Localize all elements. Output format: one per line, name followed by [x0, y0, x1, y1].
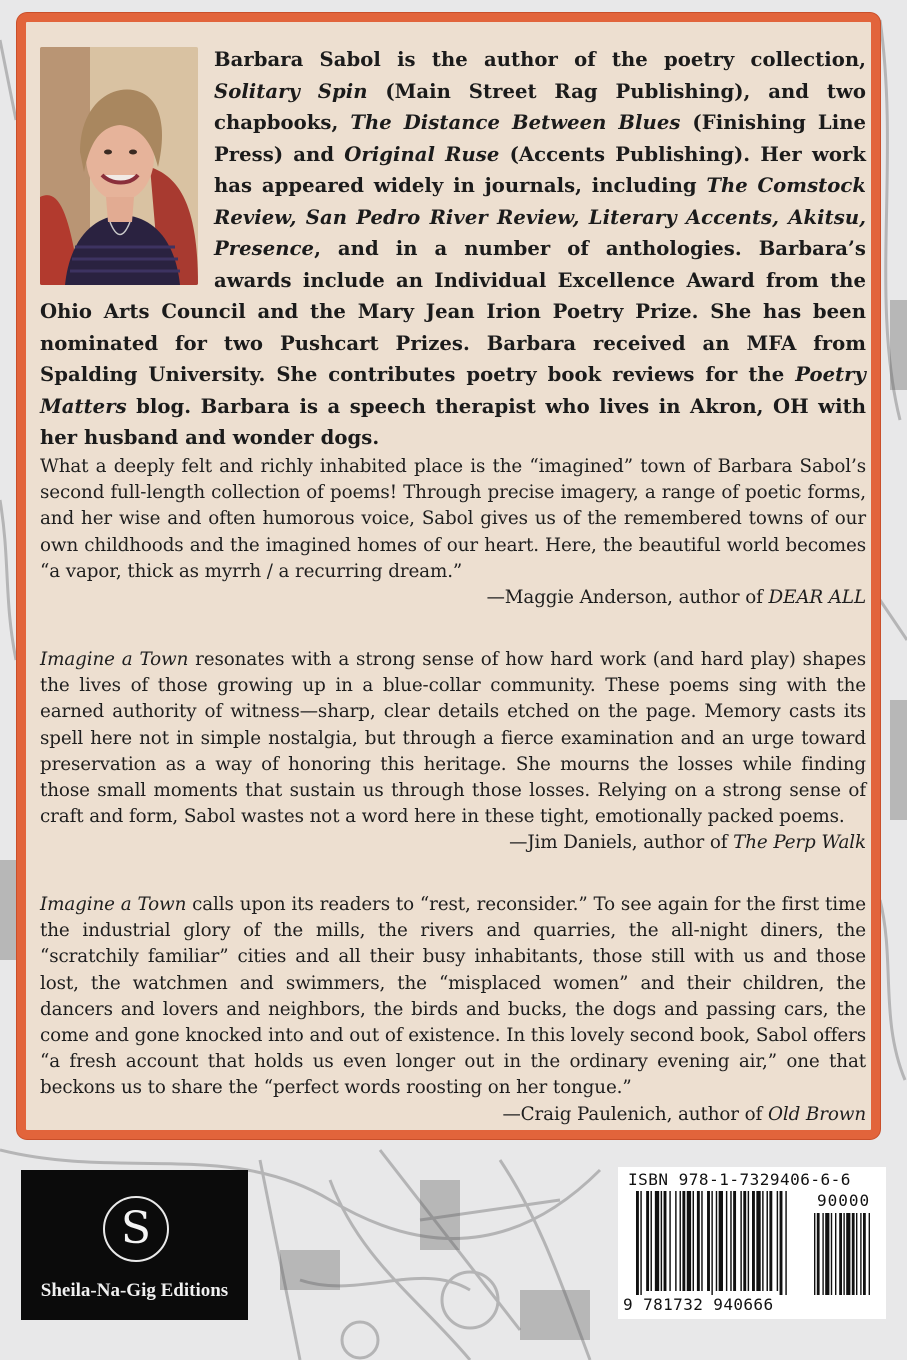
review-text: What a deeply felt and richly inhabited place is the “imagined” town of Barbara Sabol’s second full-length collection of poems! Through precise imagery, a range of poetic forms, and her wise and often humorous voice, Sabol gives us of the remembered towns of our own childhoods and the imagined homes of our heart. Here, the beautiful world becomes “a vapor, thick as myrrh / a recurring dream.” — [40, 456, 866, 582]
author-photo — [40, 47, 198, 285]
publisher-logo-letter: S — [120, 1203, 152, 1254]
barcode-bar — [748, 1191, 749, 1291]
barcode-bar — [733, 1191, 736, 1291]
publisher-name: Sheila-Na-Gig Editions — [40, 1280, 229, 1301]
barcode-bar — [767, 1191, 768, 1291]
blog-title-poetry-matters: Poetry Matters — [40, 363, 866, 418]
barcode-bar — [646, 1191, 649, 1291]
addon-bar — [817, 1213, 820, 1295]
barcode-bar — [716, 1191, 717, 1291]
barcode-bar — [669, 1191, 670, 1291]
author-bio — [40, 44, 866, 454]
barcode-bar — [711, 1191, 712, 1295]
review-jim-daniels — [40, 647, 866, 857]
barcode-bar — [785, 1191, 786, 1295]
barcode-bar — [680, 1191, 681, 1291]
bio-text-6: blog. Barbara is a speech therapist who lives in Akron, OH with her husband and wonder dogs. — [40, 394, 866, 449]
review-attribution: —Jim Daniels, author of The Perp Walk — [509, 832, 866, 854]
barcode-bar — [636, 1191, 639, 1295]
addon-bar — [846, 1213, 850, 1295]
barcode-bar — [752, 1191, 755, 1291]
isbn-label: ISBN 978-1-7329406-6-6 — [628, 1170, 851, 1189]
barcode-bar — [726, 1191, 727, 1291]
review-text: resonates with a strong sense of how hard work (and hard play) shapes the lives of those growing up in a blue-collar community. These poems sing with the earned authority of witness—sharp, clear details etched on the page. Memory casts its spell here not in simple nostalgia, but through a fierce examination and an urge toward preservation as a way of honoring this heritage. She mourns the losses while finding those small moments that sustain us through those losses. Relying on a strong sense of craft and form, Sabol wastes not a word here in these tight, emotionally packed poems. — [40, 649, 866, 828]
book-title-original-ruse: Original Ruse — [344, 142, 500, 166]
barcode-bar — [651, 1191, 652, 1291]
addon-bar — [863, 1213, 866, 1295]
back-cover-panel — [17, 13, 880, 1139]
journal-titles: The Comstock Review, San Pedro River Review, Literary Accents, Akitsu, Presence — [214, 174, 866, 260]
bio-text-4: (Accents Publishing). Her work has appeared widely in journals, including — [214, 142, 866, 197]
book-title: Imagine a Town — [40, 894, 187, 915]
price-addon: 90000 — [817, 1191, 871, 1210]
barcode-bar — [682, 1191, 685, 1291]
barcode-bar — [655, 1191, 659, 1291]
barcode-bar — [707, 1191, 710, 1291]
review-text: calls upon its readers to “rest, reconsider.” To see again for the first time the industrial glory of the mills, the rivers and quarries, the all-night diners, the “scratchily familiar” cities and all their busy inhabitants, those still with us and those lost, the watchmen and swimmers, the “misplaced women” and their children, the dancers and lovers and neighbors, the birds and bucks, the dogs and passing cars, the come and gone knocked into and out of existence. In this lovely second book, Sabol offers “a fresh account that holds us even longer out in the ordinary evening air,” one that beckons us to share the “perfect words roosting on her tongue.” — [40, 894, 866, 1099]
addon-bar — [860, 1213, 861, 1295]
book-title-distance-between-blues: The Distance Between Blues — [350, 111, 681, 134]
barcode-bar — [675, 1191, 676, 1291]
addon-bar — [869, 1213, 870, 1295]
addon-bar — [843, 1213, 844, 1295]
addon-bar — [856, 1213, 857, 1295]
publisher-logo — [21, 1170, 248, 1320]
barcode-bar — [664, 1191, 667, 1291]
publisher-circle-icon — [103, 1196, 169, 1262]
barcode-bar — [719, 1191, 723, 1291]
review-maggie-anderson — [40, 454, 866, 611]
addon-bar — [852, 1213, 855, 1295]
barcode-bar — [769, 1191, 772, 1291]
barcode-bar — [730, 1191, 731, 1291]
review-craig-paulenich — [40, 892, 866, 1128]
addon-bar — [814, 1213, 815, 1295]
addon-bar — [822, 1213, 823, 1295]
addon-bar — [835, 1213, 836, 1295]
barcode-bar — [661, 1191, 662, 1291]
author-portrait-icon — [40, 47, 198, 285]
barcode-bar — [687, 1191, 691, 1291]
addon-bar — [831, 1213, 832, 1295]
barcode-bar — [640, 1191, 641, 1295]
attributed-work: Old Brown — [767, 1103, 866, 1125]
review-attribution: —Craig Paulenich, author of Old Brown — [502, 1103, 866, 1125]
barcode-bar — [697, 1191, 700, 1291]
book-title: Imagine a Town — [40, 649, 189, 670]
bio-text-1: Barbara Sabol is the author of the poetry collection, — [214, 48, 866, 71]
bio-text-3: (Finishing Line Press) and — [214, 111, 867, 166]
barcode-bar — [780, 1191, 783, 1295]
barcode-bar — [740, 1191, 741, 1291]
bio-text-2: (Main Street Rag Publishing), and two chapbooks, — [214, 79, 866, 134]
barcode-bar — [762, 1191, 763, 1291]
addon-bar — [839, 1213, 842, 1295]
review-attribution: —Maggie Anderson, author of DEAR ALL — [486, 587, 866, 609]
barcode-bar — [777, 1191, 778, 1291]
barcode-bar — [701, 1191, 702, 1291]
ean-digits: 9 781732 940666 — [623, 1295, 774, 1314]
bio-text-5: , and in a number of anthologies. Barbara’s awards include an Individual Excellence Award from the Ohio Arts Council and the Mary Jean Irion Poetry Prize. She has been nominated for two Pushcart Prizes. Barbara received an MFA from Spalding University. She contributes poetry book reviews for the — [40, 237, 866, 386]
attributed-work: The Perp Walk — [733, 832, 866, 854]
book-title-solitary-spin: Solitary Spin — [214, 79, 368, 103]
addon-bar — [825, 1213, 829, 1295]
barcode-bar — [743, 1191, 746, 1291]
attributed-work: DEAR ALL — [768, 587, 866, 609]
isbn-barcode — [618, 1167, 886, 1319]
barcode-bar — [756, 1191, 760, 1291]
barcode-bar — [693, 1191, 694, 1291]
